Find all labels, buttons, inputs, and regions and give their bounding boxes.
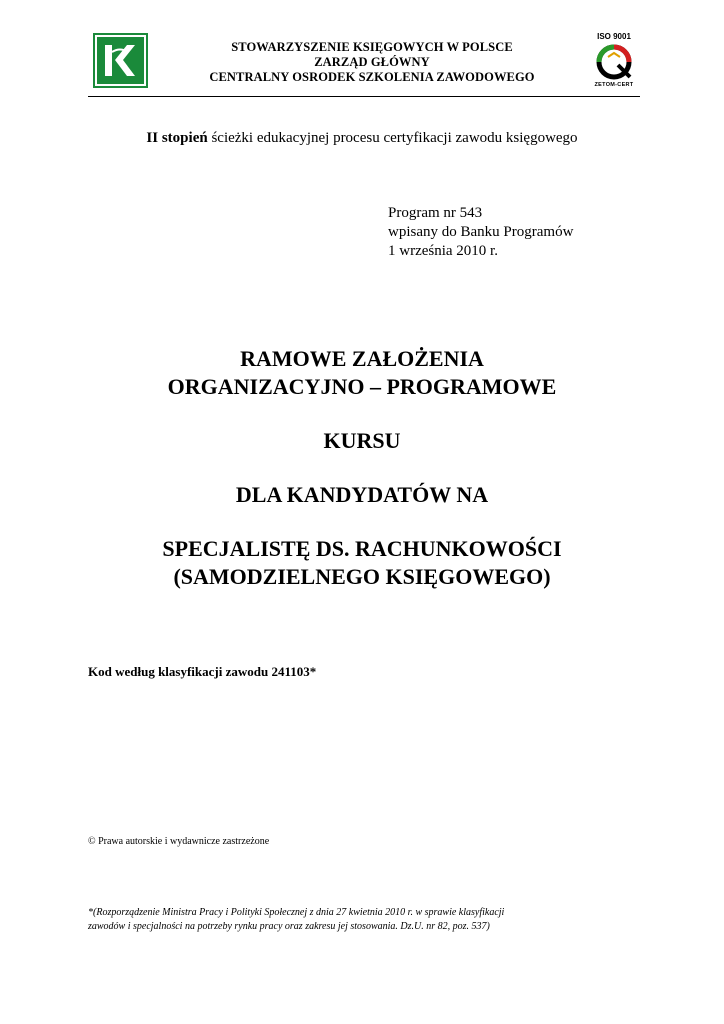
title-line-3: KURSU (323, 428, 401, 453)
document-title (0, 345, 724, 591)
org-line-1: STOWARZYSZENIE KSIĘGOWYCH W POLSCE (231, 40, 513, 54)
stage-level: II stopień (146, 130, 208, 146)
title-line-6: (SAMODZIELNEGO KSIĘGOWEGO) (173, 564, 551, 589)
program-number: Program nr 543 (388, 205, 483, 221)
org-line-3: CENTRALNY OSRODEK SZKOLENIA ZAWODOWEGO (209, 70, 535, 84)
title-line-2: ORGANIZACYJNO – PROGRAMOWE (167, 374, 557, 399)
iso-cert-icon (596, 43, 632, 81)
sk-logo-icon (93, 33, 148, 88)
title-line-4: DLA KANDYDATÓW NA (235, 482, 489, 507)
copyright-notice: © Prawa autorskie i wydawnicze zastrzeżone (88, 836, 270, 847)
stage-description: ścieżki edukacyjnej procesu certyfikacji zawodu księgowego (207, 130, 578, 146)
program-date: 1 września 2010 r. (388, 243, 498, 259)
certification-stage (0, 130, 724, 147)
profession-code: Kod według klasyfikacji zawodu 241103* (88, 664, 317, 679)
cert-label: ZETOM-CERT (594, 82, 634, 88)
org-line-2: ZARZĄD GŁÓWNY (314, 55, 430, 69)
iso-label: ISO 9001 (597, 32, 631, 41)
document-header (88, 30, 640, 97)
organization-name (168, 40, 576, 85)
program-bank: wpisany do Banku Programów (388, 224, 574, 240)
title-line-1: RAMOWE ZAŁOŻENIA (240, 346, 484, 371)
footnote-line-2: zawodów i specjalności na potrzeby rynku pracy oraz zakresu jej stosowania. Dz.U. nr 82, poz. 537) (88, 921, 490, 932)
iso-cert-logo (588, 30, 640, 92)
title-line-5: SPECJALISTĘ DS. RACHUNKOWOŚCI (162, 536, 562, 561)
footnote-line-1: *(Rozporządzenie Ministra Pracy i Polityki Społecznej z dnia 27 kwietnia 2010 r. w sprawie klasyfikacji (88, 907, 505, 918)
program-info (388, 204, 573, 261)
footnote (88, 906, 628, 934)
